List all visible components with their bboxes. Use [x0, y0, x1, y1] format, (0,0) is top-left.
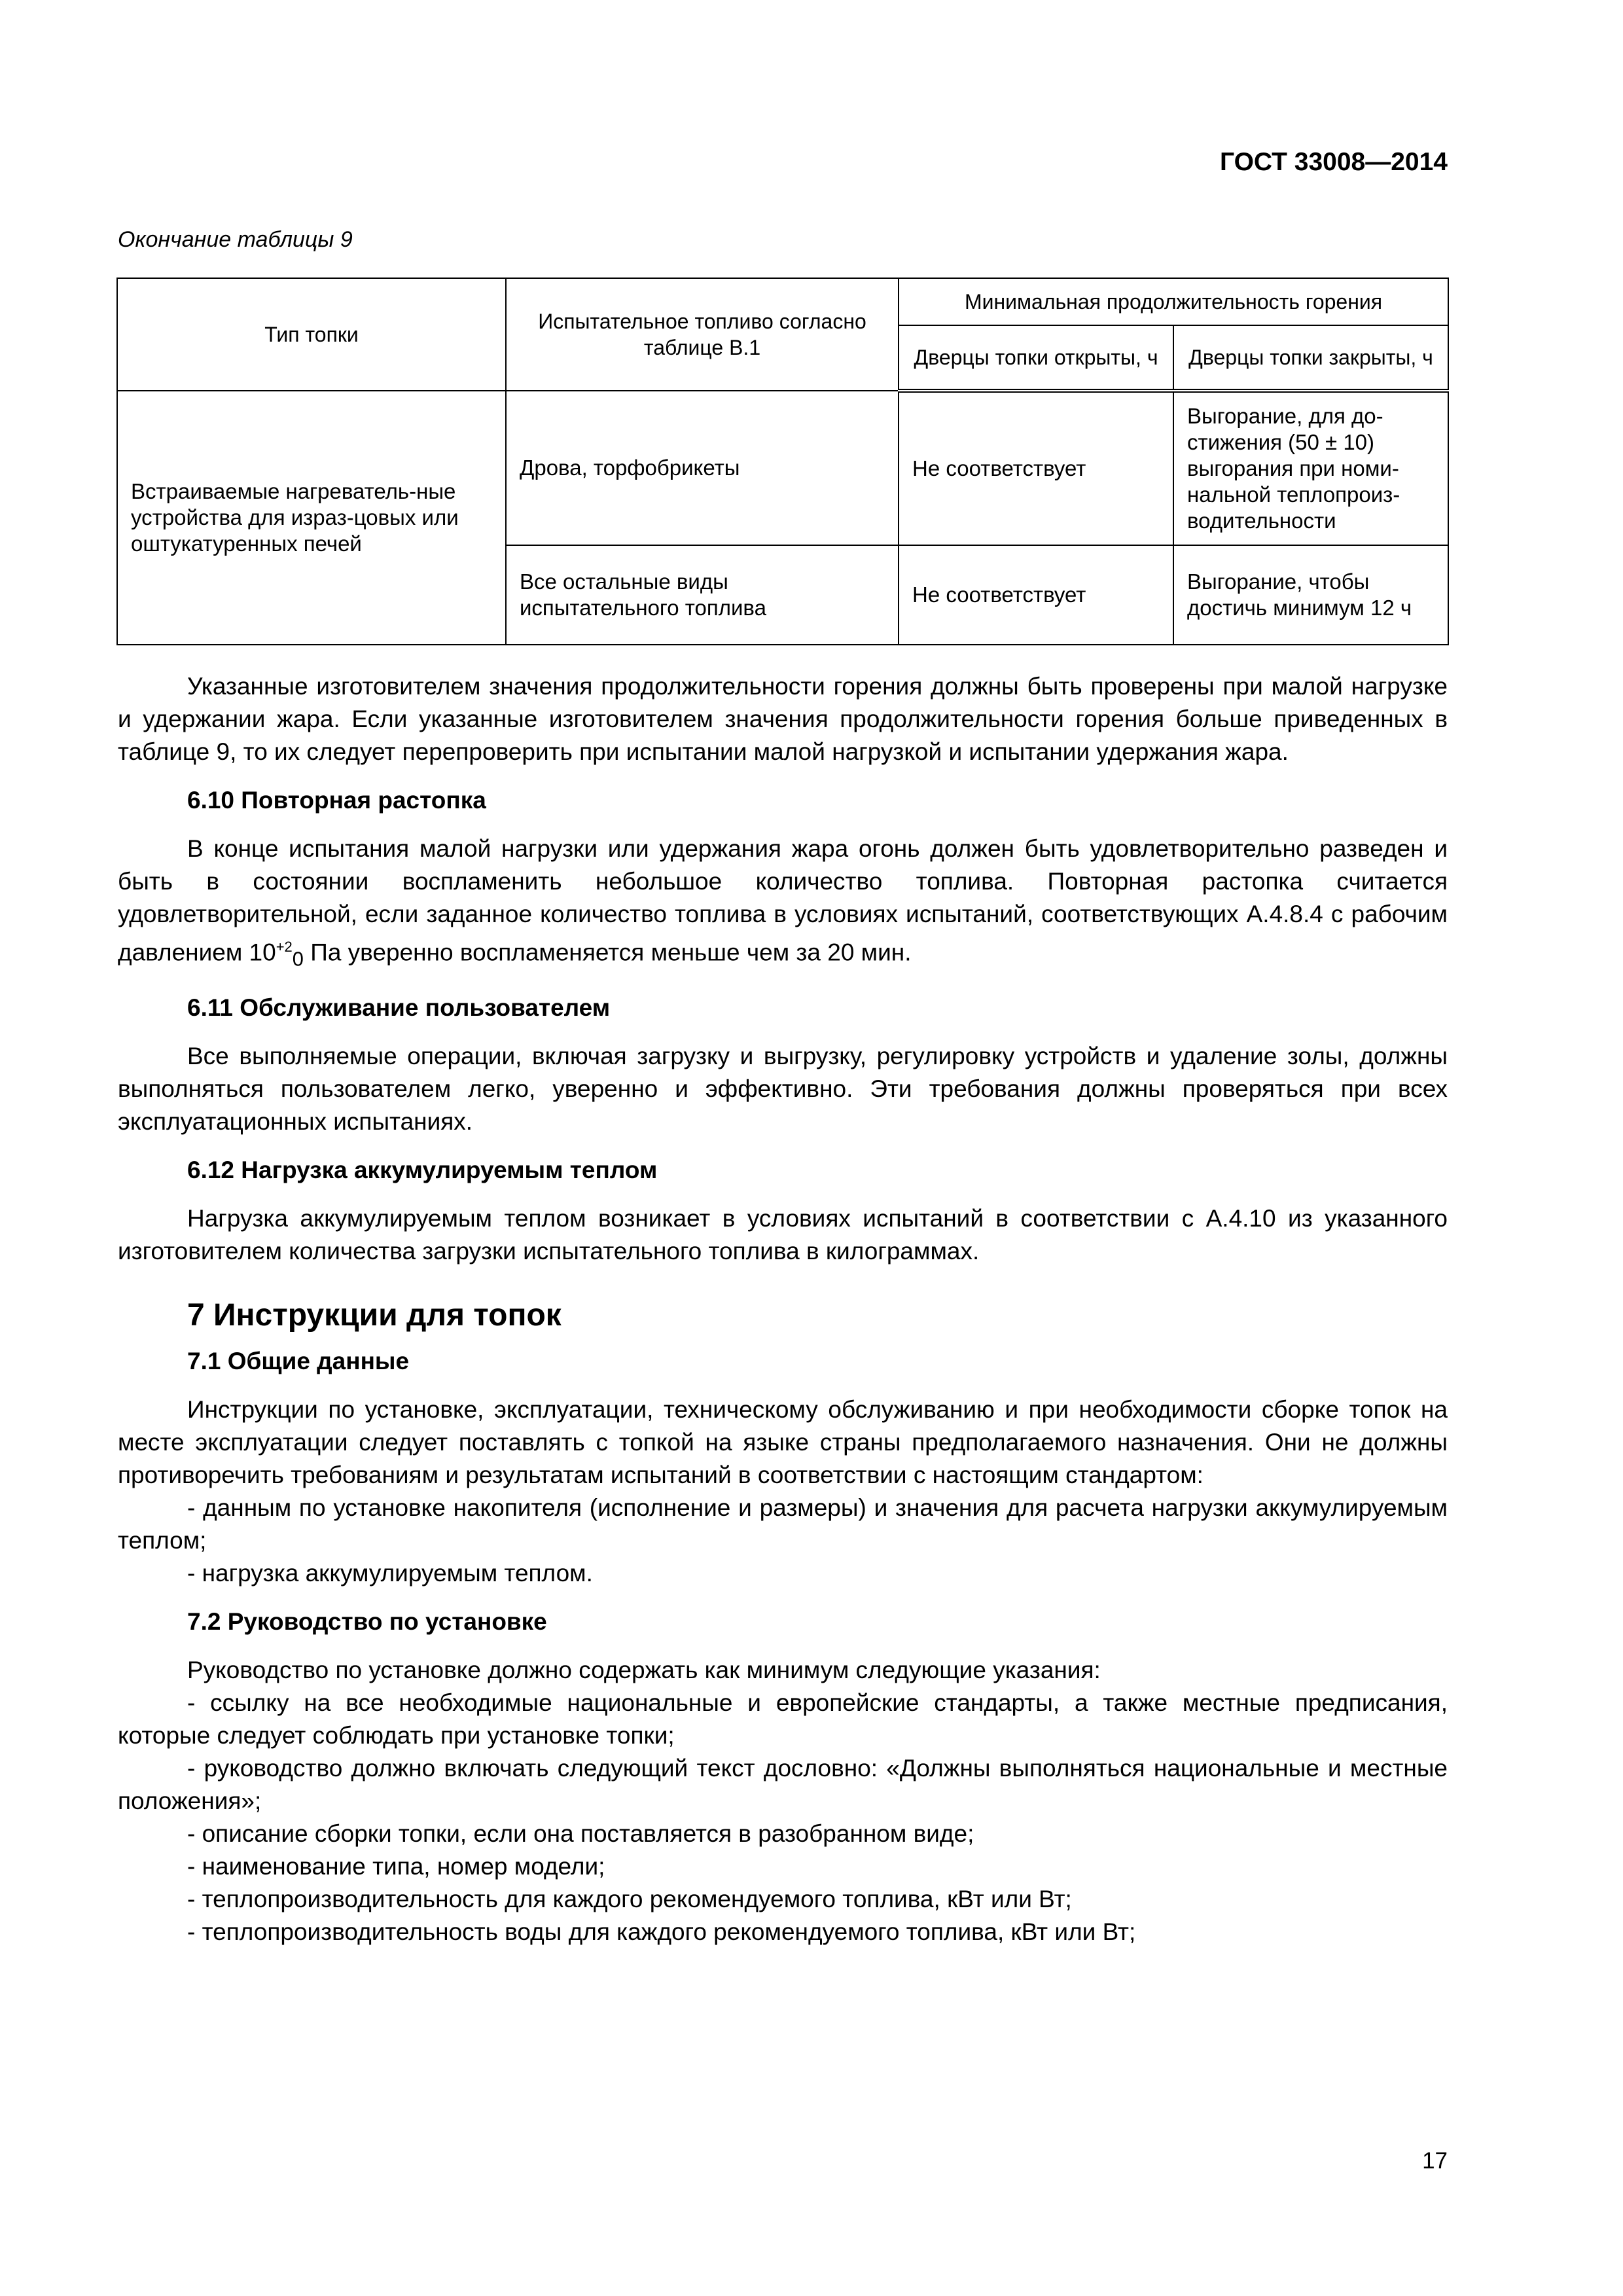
cell-fuel: Дрова, торфобрикеты	[506, 391, 899, 545]
section-6-10-title: 6.10 Повторная растопка	[187, 787, 486, 814]
list-item: - данным по установке накопителя (исполнение и размеры) и значения для расчета нагрузки аккумулируемым теплом;	[118, 1494, 1448, 1554]
header-doors-open: Дверцы топки открыты, ч	[899, 325, 1173, 391]
subscript: 0	[292, 947, 304, 971]
document-code: ГОСТ 33008—2014	[1220, 148, 1448, 176]
cell-fuel: Все остальные виды испытательного топлива	[506, 545, 899, 645]
header-min-burn-duration: Минимальная продолжительность горения	[899, 278, 1448, 325]
list-item: - теплопроизводительность для каждого рекомендуемого топлива, кВт или Вт;	[187, 1885, 1072, 1912]
section-7-title: 7 Инструкции для топок	[187, 1297, 562, 1333]
list-item: - руководство должно включать следующий текст дословно: «Должны выполняться национальные и местные положения»;	[118, 1754, 1448, 1814]
header-doors-closed: Дверцы топки закрыты, ч	[1173, 325, 1448, 391]
cell-closed: Выгорание, чтобы достичь минимум 12 ч	[1173, 545, 1448, 645]
section-6-10-text: В конце испытания малой нагрузки или удержания жара огонь должен быть удовлетворительно разведен и быть в состоянии воспламенить небольшое количество топлива. Повторная растопка считается удовлетворительной, если заданное количество топлива в условиях испытаний, соответствующих А.4.8.4 с рабочим давлением $10^{+2}_0$ Па уверенно воспламеняется меньше чем за 20 мин.	[118, 835, 1448, 971]
table-continuation-label: Окончание таблицы 9	[118, 227, 353, 252]
page-number: 17	[1422, 2148, 1448, 2174]
header-test-fuel: Испытательное топливо согласно таблице В.1	[506, 278, 899, 391]
table-9	[116, 278, 1449, 645]
table-row	[117, 391, 1448, 545]
section-7-2-title: 7.2 Руководство по установке	[187, 1607, 547, 1635]
cell-closed: Выгорание, для до-стижения (50 ± 10) выгорания при номи-нальной теплопроиз-водительности	[1173, 391, 1448, 545]
section-7-1-title: 7.1 Общие данные	[187, 1347, 410, 1374]
header-furnace-type: Тип топки	[117, 278, 506, 391]
cell-type: Встраиваемые нагреватель-ные устройства для израз-цовых или оштукатуренных печей	[117, 391, 506, 645]
list-item: - нагрузка аккумулируемым теплом.	[187, 1559, 593, 1587]
paragraph: Указанные изготовителем значения продолжительности горения должны быть проверены при малой нагрузке и удержании жара. Если указанные изготовителем значения продолжительности горения больше приведенных в таблице 9, то их следует перепроверить при испытании малой нагрузкой и испытании удержания жара.	[118, 673, 1448, 765]
list-item: - ссылку на все необходимые национальные и европейские стандарты, а также местные предписания, которые следует соблюдать при установке топки;	[118, 1689, 1448, 1749]
list-item: - теплопроизводительность воды для каждого рекомендуемого топлива, кВт или Вт;	[187, 1918, 1136, 1945]
body-text	[118, 670, 1448, 1948]
superscript: +2	[276, 939, 293, 955]
cell-open: Не соответствует	[899, 545, 1173, 645]
section-6-12-text: Нагрузка аккумулируемым теплом возникает в условиях испытаний в соответствии с А.4.10 из указанного изготовителем количества загрузки испытательного топлива в килограммах.	[118, 1204, 1448, 1265]
list-item: - описание сборки топки, если она поставляется в разобранном виде;	[187, 1820, 974, 1847]
section-6-11-title: 6.11 Обслуживание пользователем	[187, 994, 611, 1021]
section-7-2-text: Руководство по установке должно содержать как минимум следующие указания:	[187, 1656, 1101, 1683]
section-6-12-title: 6.12 Нагрузка аккумулируемым теплом	[187, 1156, 658, 1183]
cell-open: Не соответствует	[899, 391, 1173, 545]
list-item: - наименование типа, номер модели;	[187, 1852, 605, 1880]
section-7-1-text: Инструкции по установке, эксплуатации, техническому обслуживанию и при необходимости сборке топок на месте эксплуатации следует поставлять с топкой на языке страны предполагаемого назначения. Они не должны противоречить требованиям и результатам испытаний в соответствии с настоящим стандартом:	[118, 1395, 1448, 1488]
section-6-11-text: Все выполняемые операции, включая загрузку и выгрузку, регулировку устройств и удаление золы, должны выполняться пользователем легко, уверенно и эффективно. Эти требования должны проверяться при всех эксплуатационных испытаниях.	[118, 1042, 1448, 1135]
